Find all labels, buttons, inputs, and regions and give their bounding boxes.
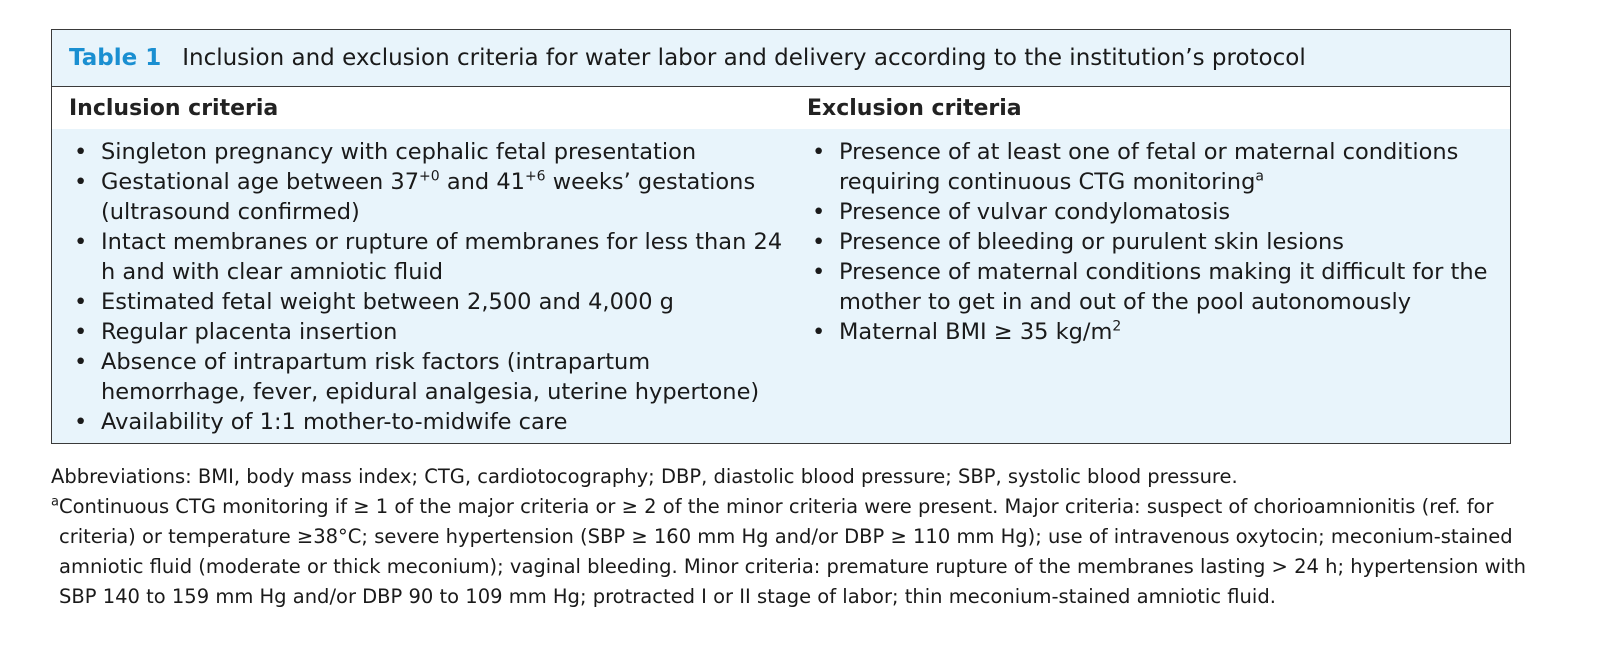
table-label: Table 1 bbox=[69, 45, 162, 71]
footnote-a bbox=[51, 492, 1531, 612]
table-body-row bbox=[52, 129, 1510, 443]
exclusion-header: Exclusion criteria bbox=[807, 95, 1022, 121]
inclusion-list bbox=[69, 137, 790, 437]
inclusion-item-singleton: • Singleton pregnancy with cephalic fetal presentation bbox=[69, 137, 790, 167]
exclusion-item-ctg-monitoring bbox=[807, 137, 1510, 197]
gestational-age-text-2: and 41 bbox=[439, 169, 525, 195]
inclusion-item-gestational-age bbox=[69, 167, 790, 227]
inclusion-column bbox=[52, 137, 790, 437]
bmi-exponent: 2 bbox=[1112, 318, 1122, 335]
table-header-row bbox=[52, 87, 1510, 129]
abbreviations-note: Abbreviations: BMI, body mass index; CTG, cardiotocography; DBP, diastolic blood pressure; SBP, systolic blood pressure. bbox=[51, 465, 1238, 488]
bmi-text: Maternal BMI ≥ 35 kg/m bbox=[839, 319, 1113, 345]
gestational-age-sup-1: +0 bbox=[419, 168, 440, 185]
inclusion-item-membranes: • Intact membranes or rupture of membranes for less than 24 h and with clear amniotic fluid bbox=[69, 227, 790, 287]
exclusion-item-condylomatosis: • Presence of vulvar condylomatosis bbox=[807, 197, 1510, 227]
gestational-age-text-1: Gestational age between 37 bbox=[101, 169, 420, 195]
table-title: Inclusion and exclusion criteria for water labor and delivery according to the institution’s protocol bbox=[182, 45, 1306, 71]
exclusion-item-bmi bbox=[807, 317, 1510, 347]
gestational-age-text-3: weeks’ gestations (ultrasound confirmed) bbox=[101, 169, 756, 225]
footnote-text: Continuous CTG monitoring if ≥ 1 of the major criteria or ≥ 2 of the minor criteria were present. Major criteria: suspect of chorioamnionitis (ref. for criteria) or temperature ≥38°C; severe hypertension (SBP ≥ 160 mm Hg and/or DBP ≥ 110 mm Hg); use of intravenous oxytocin; meconium-stained amniotic fluid (moderate or thick meconium); vaginal bleeding. Minor criteria: premature rupture of the membranes lasting > 24 h; hypertension with SBP 140 to 159 mm Hg and/or DBP 90 to 109 mm Hg; protracted I or II stage of labor; thin meconium-stained amniotic fluid. bbox=[58, 495, 1526, 608]
gestational-age-sup-2: +6 bbox=[524, 168, 546, 185]
exclusion-item-pool-access: • Presence of maternal conditions making it difficult for the mother to get in and out of the pool autonomously bbox=[807, 257, 1510, 317]
exclusion-item-skin-lesions: • Presence of bleeding or purulent skin lesions bbox=[807, 227, 1510, 257]
footnote-marker: a bbox=[51, 494, 59, 510]
criteria-table bbox=[51, 29, 1511, 444]
inclusion-item-risk-factors: • Absence of intrapartum risk factors (intrapartum hemorrhage, fever, epidural analgesia, uterine hypertone) bbox=[69, 347, 790, 407]
inclusion-item-fetal-weight: • Estimated fetal weight between 2,500 and 4,000 g bbox=[69, 287, 790, 317]
table-caption bbox=[52, 30, 1510, 87]
exclusion-list bbox=[807, 137, 1510, 347]
ctg-monitoring-text: Presence of at least one of fetal or maternal conditions requiring continuous CTG monitoring bbox=[839, 139, 1459, 195]
exclusion-column bbox=[790, 137, 1510, 437]
inclusion-item-midwife-care: • Availability of 1:1 mother-to-midwife care bbox=[69, 407, 790, 437]
table-notes bbox=[51, 462, 1531, 612]
inclusion-item-placenta: • Regular placenta insertion bbox=[69, 317, 790, 347]
ctg-monitoring-footnote-marker: a bbox=[1255, 168, 1264, 185]
inclusion-header: Inclusion criteria bbox=[69, 95, 279, 121]
